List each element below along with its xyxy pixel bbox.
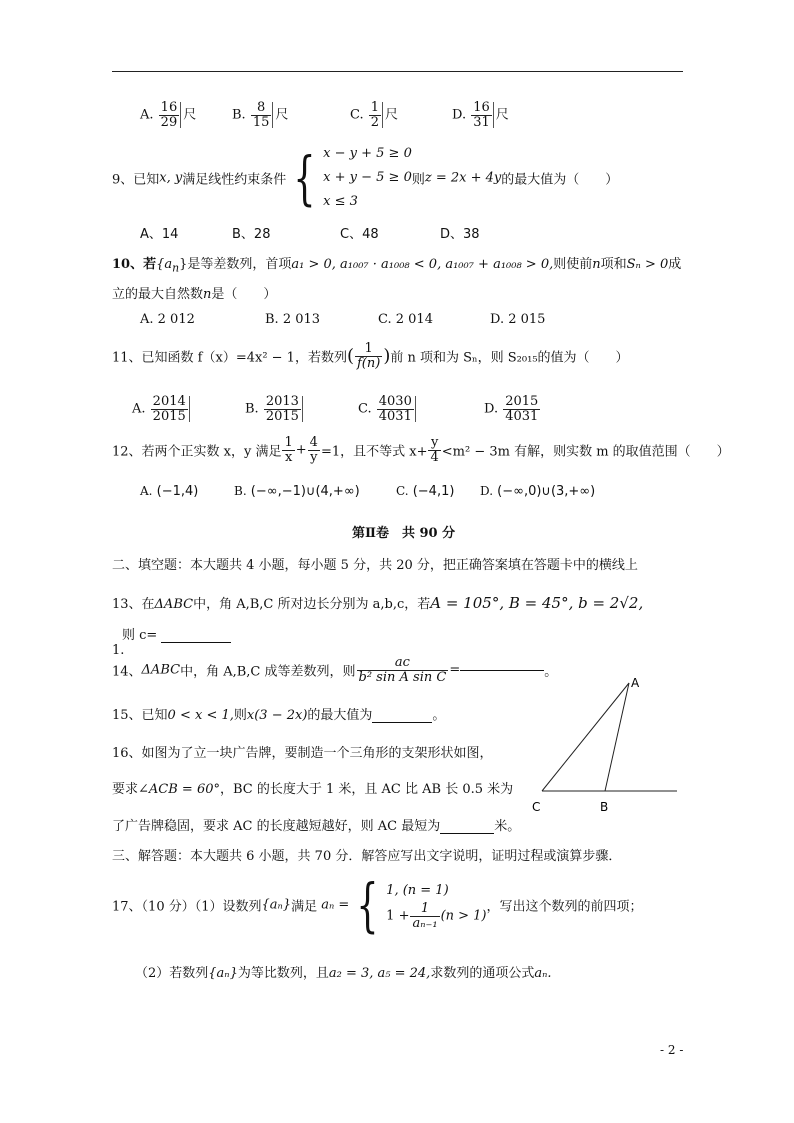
question-16-line2: 要求∠ACB = 60°，BC 的长度大于 1 米，且 AC 比 AB 长 0.5 米为 [112, 782, 514, 797]
q10-option-c: C. 2 014 [378, 312, 433, 327]
q12-option-c: C. (−4,1) [396, 484, 455, 499]
section2-heading: 二、填空题：本大题共 4 小题，每小题 5 分，共 20 分，把正确答案填在答题卡中的横线上 [112, 558, 638, 573]
q9-option-b: B、28 [232, 227, 271, 242]
section3-heading: 三、解答题：本大题共 6 小题，共 70 分．解答应写出文字说明，证明过程或演算步骤． [112, 849, 622, 864]
q10-option-b: B. 2 013 [265, 312, 321, 327]
vertex-a-label: A [631, 676, 640, 690]
question-10-line2: 立的最大自然数n是（ ） [112, 287, 277, 302]
q11-option-c: C. $\frac{4030}{4031}$ [358, 395, 418, 423]
question-16-line1: 16、如图为了立一块广告牌，要制造一个三角形的支架形状如图， [112, 746, 493, 761]
side-ca [542, 683, 629, 791]
q11-option-a: A. $\frac{2014}{2015}$ [132, 395, 192, 423]
q8-option-d: D. $\frac{16}{31}$ 尺 [452, 100, 509, 130]
q15-answer-blank[interactable] [372, 722, 432, 723]
question-12: 12、若两个正实数 x，y 满足 $\frac{1}{x}$ + $\frac{4}{y}$ =1，且不等式 x+ $\frac{y}{4}$ <m² − 3m 有解，则实数 m 的取值范围（ ） [112, 435, 730, 465]
q8-option-a: A. $\frac{16}{29}$ 尺 [140, 100, 197, 130]
q13-answer-blank[interactable] [161, 642, 231, 643]
side-ba [605, 683, 629, 791]
question-14: 14、ΔABC中，角 A,B,C 成等差数列，则 $\frac{ac}{\text{b² sin A sin C}}$ = 。 [112, 655, 558, 685]
question-15: 15、已知0 < x < 1,则x(3 − 2x)的最大值为 。 [112, 708, 446, 723]
part2-title: 第Ⅱ卷 共 90 分 [352, 526, 456, 541]
question-13: 13、在ΔABC中，角 A,B,C 所对边长分别为 a,b,c，若A = 105°, B = 45°, b = 2√2, [112, 594, 644, 612]
q12-option-d: D. (−∞,0)∪(3,+∞) [480, 484, 596, 499]
question-10-line1: 10、若$\{a_n\}$是等差数列，首项a₁ > 0, a₁₀₀₇ · a₁₀₀₈ < 0, a₁₀₀₇ + a₁₀₀₈ > 0,则使前n项和Sₙ > 0成 [112, 257, 682, 275]
q12-option-b: B. (−∞,−1)∪(4,+∞) [234, 484, 360, 499]
header-rule [112, 71, 683, 72]
q9-option-c: C、48 [340, 227, 379, 242]
q11-option-b: B. $\frac{2013}{2015}$ [245, 395, 305, 423]
vertex-c-label: C [532, 800, 541, 814]
q13-extra-line: 1. [112, 643, 125, 658]
vertex-b-label: B [600, 800, 609, 814]
q10-option-d: D. 2 015 [490, 312, 546, 327]
question-9: 9、已知x, y满足线性约束条件 { x − y + 5 ≥ 0 x + y − 5 ≥ 0 x ≤ 3则z = 2x + 4y的最大值为（ ） [112, 144, 619, 212]
triangle-figure [520, 670, 685, 820]
q13-answer-line: 则 c= [122, 624, 231, 643]
question-17-part2: （2）若数列{aₙ}为等比数列，且a₂ = 3, a₅ = 24,求数列的通项公式aₙ. [135, 966, 552, 981]
q8-option-b: B. $\frac{8}{15}$ 尺 [232, 100, 289, 130]
q9-option-d: D、38 [440, 227, 480, 242]
q10-option-a: A. 2 012 [140, 312, 195, 327]
question-17-part1: 17、（10 分）（1）设数列{aₙ}满足 aₙ = { 1, (n = 1) 1 + $\frac{1}{\text{aₙ₋₁}}$ (n > 1)，写出这个数列的前四项； [112, 871, 643, 939]
question-11: 11、已知函数 f（x）=4x² − 1，若数列( $\frac{1}{f(n)}$ )前 n 项和为 Sₙ，则 S₂₀₁₅的值为（ ） [112, 341, 629, 371]
q16-answer-blank[interactable] [440, 833, 494, 834]
q12-option-a: A. (−1,4) [140, 484, 199, 499]
page-number: - 2 - [660, 1043, 684, 1057]
q11-option-d: D. $\frac{2015}{4031}$ [484, 394, 539, 424]
q8-option-c: C. $\frac{1}{2}$ 尺 [350, 100, 399, 130]
question-16-line3: 了广告牌稳固，要求 AC 的长度越短越好，则 AC 最短为 米。 [112, 819, 521, 834]
q9-option-a: A、14 [140, 227, 179, 242]
